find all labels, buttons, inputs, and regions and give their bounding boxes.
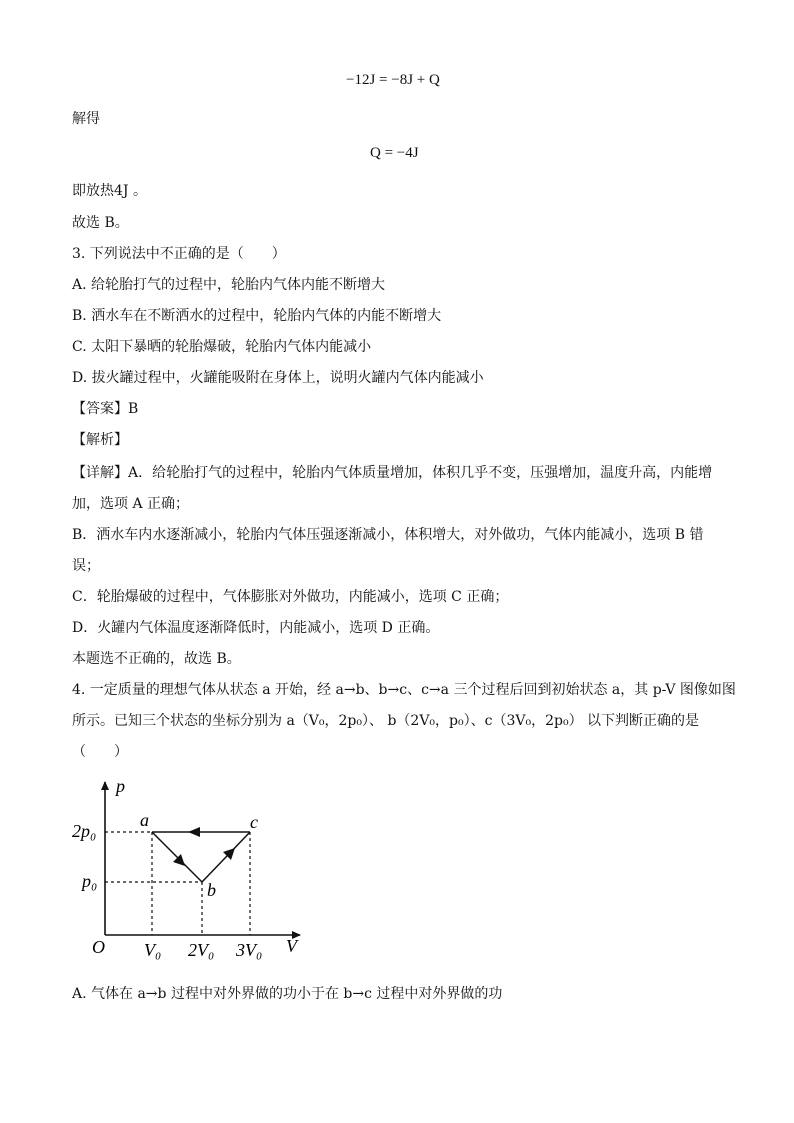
question-3-option-b: B. 洒水车在不断洒水的过程中，轮胎内气体的内能不断增大 xyxy=(72,308,442,324)
analysis-detail-5: C．轮胎爆破的过程中，气体膨胀对外做功，内能减小，选项 C 正确； xyxy=(72,589,509,605)
tick-label-p0: p₀ xyxy=(82,871,98,891)
equation-energy: −12J = −8J + Q xyxy=(346,72,440,88)
axis-label-v: V xyxy=(286,936,297,956)
tick-label-2p0: 2p₀ xyxy=(72,821,97,841)
analysis-detail-2: 加，选项 A 正确； xyxy=(72,496,190,512)
tick-label-3v0: 3V₀ xyxy=(236,940,263,960)
answer-label: 【答案】B xyxy=(72,401,139,417)
process-a-to-b xyxy=(152,832,202,882)
label-point-c: c xyxy=(250,812,258,832)
text-jiede: 解得 xyxy=(72,111,100,127)
axis-label-p: p xyxy=(116,776,125,796)
conclusion-text: 本题选不正确的，故选 B。 xyxy=(72,651,241,667)
question-3-stem: 3. 下列说法中不正确的是（ ） xyxy=(72,246,286,262)
text-release-heat: 即放热4J 。 xyxy=(72,183,147,199)
equation-heat: Q = −4J xyxy=(370,145,419,161)
question-3-option-a: A. 给轮胎打气的过程中，轮胎内气体内能不断增大 xyxy=(72,277,386,293)
origin-label: O xyxy=(92,937,105,957)
question-4-stem-line-1: 4. 一定质量的理想气体从状态 a 开始，经 a→b、b→c、c→a 三个过程后回到初始状态 a，其 p-V 图像如图 xyxy=(72,682,736,698)
text-choose-b: 故选 B。 xyxy=(72,215,129,231)
pv-diagram xyxy=(60,770,320,970)
question-3-option-c: C. 太阳下暴晒的轮胎爆破，轮胎内气体内能减小 xyxy=(72,339,372,355)
question-4-stem-line-3: （ ） xyxy=(72,744,128,760)
tick-label-2v0: 2V₀ xyxy=(188,940,215,960)
label-point-b: b xyxy=(207,880,216,900)
analysis-label: 【解析】 xyxy=(72,432,128,448)
analysis-detail-6: D．火罐内气体温度逐渐降低时，内能减小，选项 D 正确。 xyxy=(72,620,440,636)
question-4-stem-line-2: 所示。已知三个状态的坐标分别为 a（V₀，2p₀）、 b（2V₀，p₀）、c（3V₀，2p₀） 以下判断正确的是 xyxy=(72,713,700,729)
analysis-detail-4: 误； xyxy=(72,558,100,574)
tick-label-v0: V₀ xyxy=(144,940,162,960)
analysis-detail-1: 【详解】A．给轮胎打气的过程中，轮胎内气体质量增加，体积几乎不变，压强增加，温度升高，内能增 xyxy=(72,465,713,481)
question-4-option-a: A. 气体在 a→b 过程中对外界做的功小于在 b→c 过程中对外界做的功 xyxy=(72,986,503,1002)
question-3-option-d: D. 拔火罐过程中，火罐能吸附在身体上，说明火罐内气体内能减小 xyxy=(72,370,484,386)
label-point-a: a xyxy=(140,810,149,830)
process-b-to-c xyxy=(202,832,250,882)
analysis-detail-3: B．洒水车内水逐渐减小，轮胎内气体压强逐渐减小，体积增大，对外做功，气体内能减小，选项 B 错 xyxy=(72,527,704,543)
arrow-c-to-a xyxy=(188,827,200,837)
